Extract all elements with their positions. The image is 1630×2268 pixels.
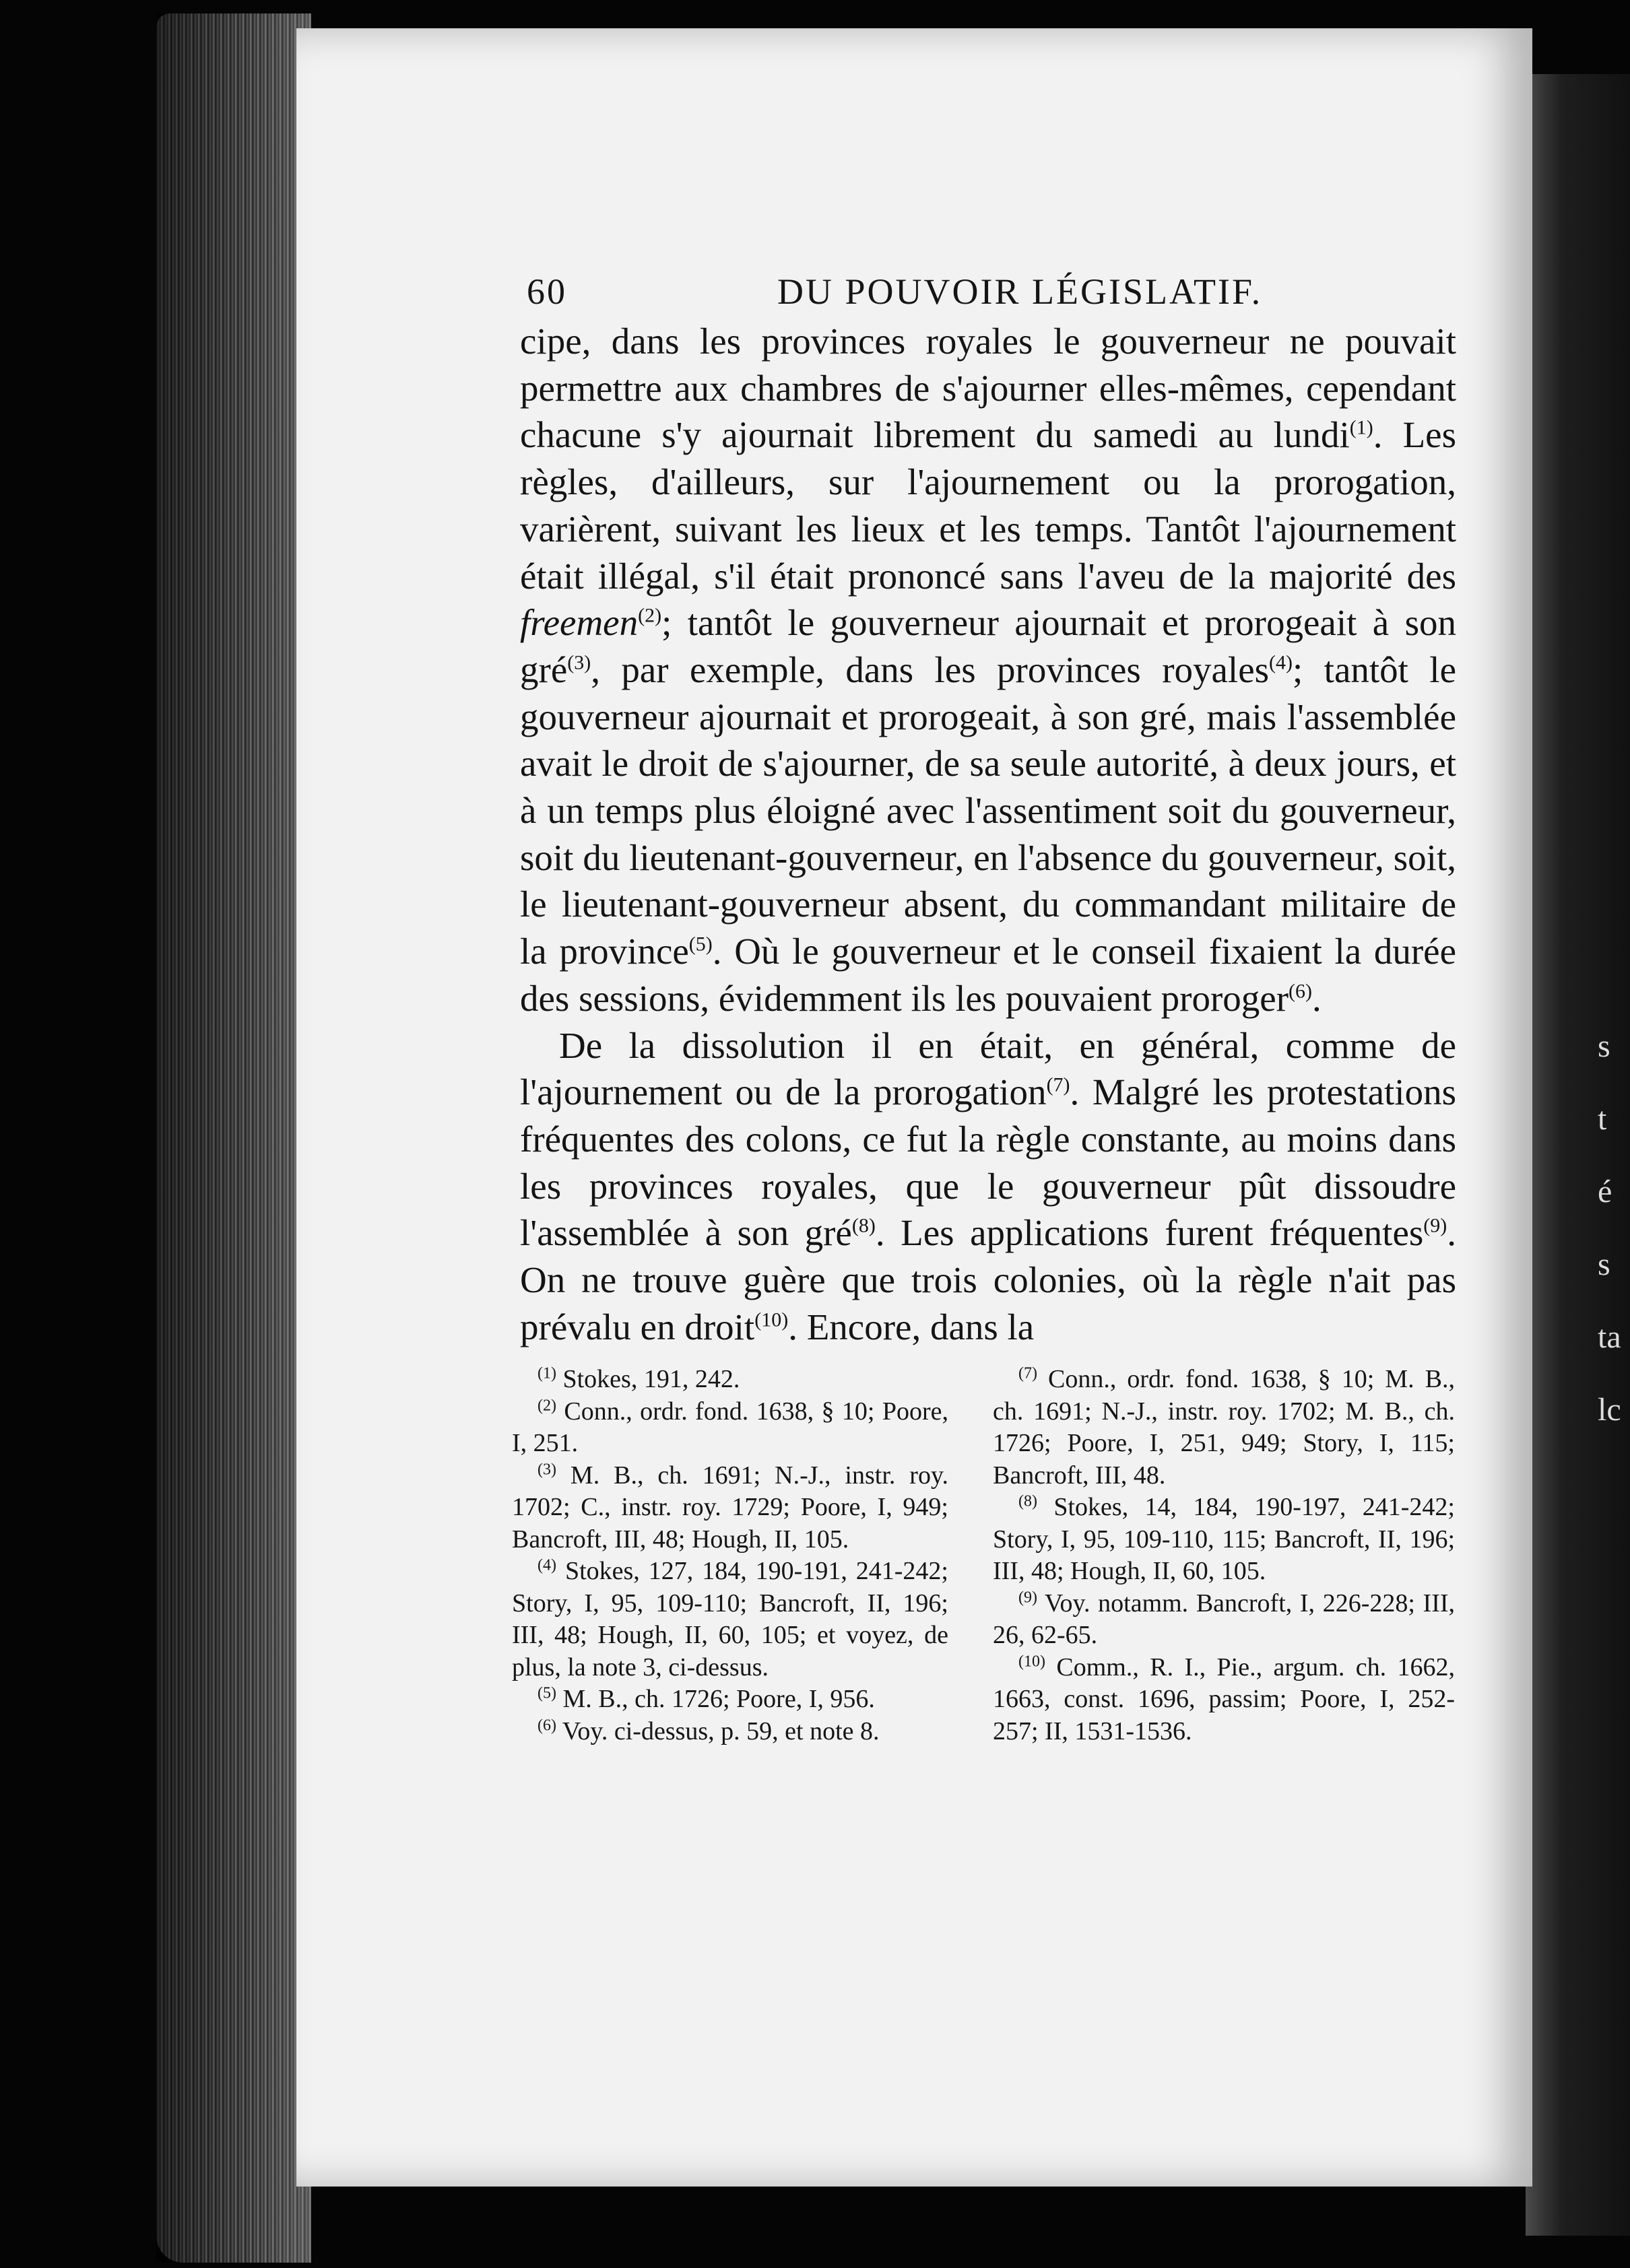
footnote-text: Stokes, 14, 184, 190-197, 241-242; Story, I, 95, 109-110, 115; Bancroft, II, 196; III, 48; Hough, II, 60, 105. [993, 1493, 1455, 1585]
footnote-text: Voy. notamm. Bancroft, I, 226-228; III, 26, 62-65. [993, 1589, 1455, 1649]
footnotes-right-column [993, 1364, 1455, 1747]
footnote-number: (8) [1018, 1492, 1037, 1510]
footnote-number: (7) [1018, 1364, 1037, 1382]
footnote-text: M. B., ch. 1726; Poore, I, 956. [556, 1685, 875, 1713]
footnote-ref: (8) [851, 1215, 876, 1238]
footnote-number: (9) [1018, 1588, 1037, 1606]
footnote [993, 1364, 1455, 1492]
footnote-text: M. B., ch. 1691; N.-J., instr. roy. 1702; C., instr. roy. 1729; Poore, I, 949; Bancroft, III, 48; Hough, II, 105. [512, 1461, 948, 1554]
footnote-number: (1) [537, 1364, 556, 1382]
footnote-text: Conn., ordr. fond. 1638, § 10; M. B., ch. 1691; N.-J., instr. roy. 1702; M. B., ch. 1726; Poore, I, 251, 949; Story, I, 115; Bancroft, III, 48. [993, 1365, 1455, 1490]
body-paragraph [520, 1022, 1456, 1351]
footnote-number: (5) [537, 1684, 556, 1702]
footnote-ref: (1) [1349, 417, 1373, 440]
adjacent-fragment: s [1598, 1028, 1610, 1064]
text-run: . Les applications furent fréquentes [875, 1212, 1424, 1254]
footnotes-left-column [512, 1364, 948, 1747]
main-text [520, 318, 1456, 1350]
footnote [512, 1716, 948, 1748]
footnote [993, 1492, 1455, 1588]
footnote-ref: (5) [688, 933, 713, 956]
adjacent-fragment: lc [1598, 1392, 1621, 1428]
footnote-number: (3) [537, 1460, 556, 1478]
running-header [527, 271, 1263, 325]
text-run: . Malgré les protestations fréquentes des colons, ce fut la règle constante, au moins dans les provinces royales, que le gouverneur pût dissoudre l'assemblée à son gré [520, 1071, 1456, 1254]
footnote-number: (2) [537, 1396, 556, 1414]
footnote-ref: (2) [638, 604, 662, 627]
footnote-ref: (6) [1289, 980, 1313, 1003]
footnote [512, 1556, 948, 1683]
text-run: ; tantôt le gouverneur ajournait et prorogeait, à son gré, mais l'assemblée avait le droit de s'ajourner, de sa seule autorité, à deux jours, et à un temps plus éloigné avec l'assentiment soit du gouverneur, soit du lieutenant-gouverneur, en l'absence du gouverneur, soit, le lieutenant-gouverneur absent, du commandant militaire de la province [520, 648, 1456, 972]
adjacent-fragment: é [1598, 1174, 1612, 1209]
body-paragraph [520, 318, 1456, 1022]
text-run: ; tantôt le gouverneur ajournait et prorogeait à son gré [520, 602, 1456, 690]
text-run: . Encore, dans la [788, 1306, 1035, 1347]
footnote [993, 1652, 1455, 1748]
footnote-ref: (9) [1423, 1215, 1447, 1238]
text-run: cipe, dans les provinces royales le gouverneur ne pouvait permettre aux chambres de s'ajourner elles-mêmes, cependant chacune s'y ajournait librement du samedi au lundi [520, 321, 1456, 456]
text-run: . Les règles, d'ailleurs, sur l'ajournement ou la prorogation, varièrent, suivant les lieux et les temps. Tantôt l'ajournement était illégal, s'il était prononcé sans l'aveu de la majorité des [520, 414, 1456, 597]
text-run: . On ne trouve guère que trois colonies, où la règle n'ait pas prévalu en droit [520, 1212, 1457, 1347]
footnote-number: (10) [1018, 1652, 1045, 1670]
footnote-ref: (7) [1046, 1073, 1070, 1096]
text-run: , par exemple, dans les provinces royales [591, 648, 1270, 690]
footnote-number: (4) [537, 1556, 556, 1574]
footnote-text: Conn., ordr. fond. 1638, § 10; Poore, I, 251. [512, 1397, 948, 1457]
text-run: De la dissolution il en était, en général, comme de l'ajournement ou de la prorogation [520, 1024, 1456, 1113]
footnote-ref: (10) [754, 1308, 789, 1331]
footnote-text: Stokes, 127, 184, 190-191, 241-242; Story, I, 95, 109-110; Bancroft, II, 196; III, 48; Hough, II, 60, 105; et voyez, de plus, la note 3, ci-dessus. [512, 1557, 948, 1681]
footnote [512, 1683, 948, 1716]
italic-term: freemen [520, 602, 639, 644]
footnote [512, 1364, 948, 1396]
footnote [512, 1460, 948, 1556]
footnote-number: (6) [537, 1716, 556, 1734]
page-number: 60 [527, 271, 567, 312]
footnote-text: Voy. ci-dessus, p. 59, et note 8. [556, 1716, 880, 1745]
adjacent-fragment: ta [1598, 1319, 1621, 1355]
footnote-text: Comm., R. I., Pie., argum. ch. 1662, 1663, const. 1696, passim; Poore, I, 252-257; II, 1531-1536. [993, 1653, 1455, 1745]
adjacent-fragment: s [1598, 1246, 1610, 1282]
adjacent-fragment: t [1598, 1101, 1607, 1137]
footnote-text: Stokes, 191, 242. [556, 1365, 740, 1393]
text-run: . Où le gouverneur et le conseil fixaient la durée des sessions, évidemment ils les pouvaient proroger [520, 931, 1456, 1019]
running-title: DU POUVOIR LÉGISLATIF. [777, 271, 1263, 312]
adjacent-page-text [1598, 1010, 1630, 1549]
footnote-ref: (4) [1269, 651, 1293, 674]
footnote-ref: (3) [567, 651, 591, 674]
text-run: . [1312, 977, 1322, 1019]
footnote [512, 1396, 948, 1460]
footnote [993, 1588, 1455, 1652]
page-edges-shadow [156, 13, 311, 2263]
